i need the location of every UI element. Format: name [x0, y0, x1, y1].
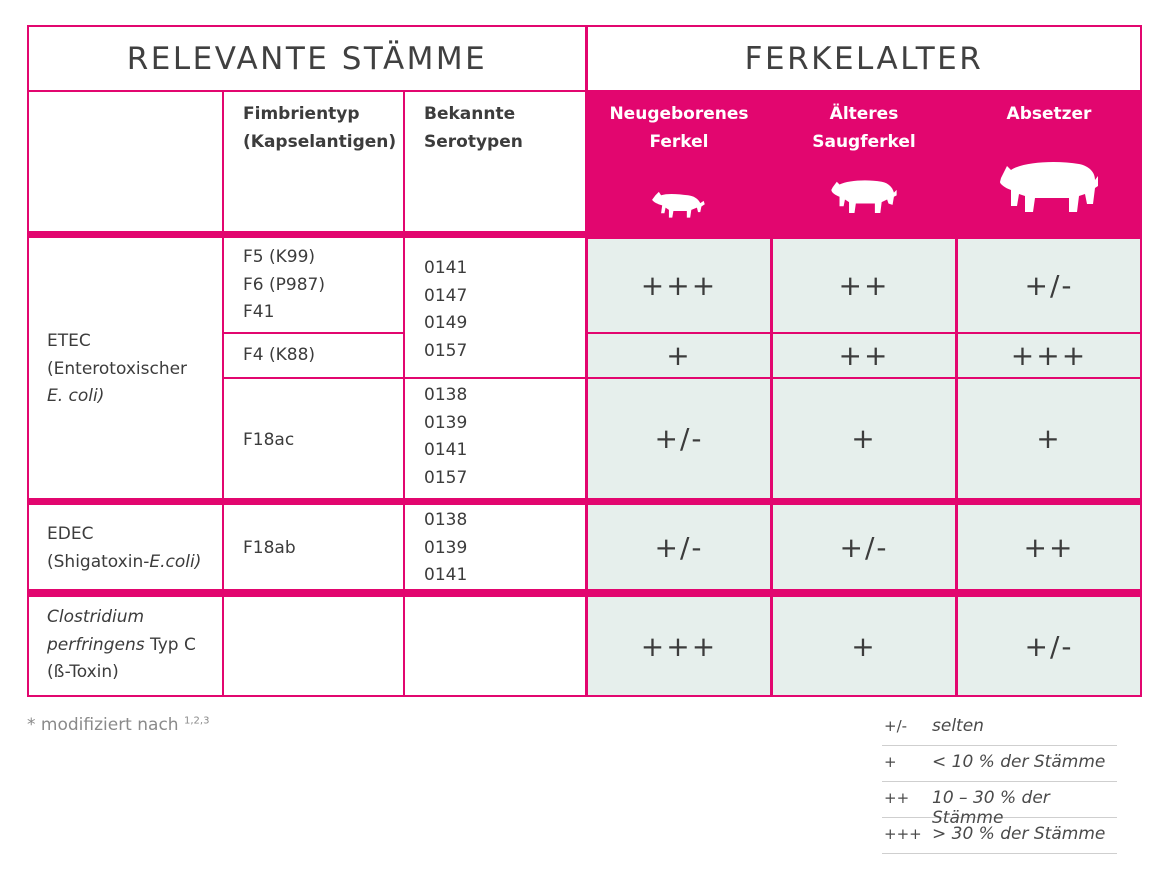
footnote-text: * modifiziert nach — [27, 715, 179, 735]
strain-etec — [47, 328, 187, 411]
header-fimbrial-type-l2: (Kapselantigen) — [243, 132, 397, 152]
legend-key: +++ — [884, 825, 922, 843]
legend-row — [882, 709, 1117, 746]
age-header-newborn-l1: Neugeborenes — [609, 104, 749, 124]
value-etec-a-weaner: +/- — [1024, 268, 1074, 302]
strain-etec-l3: E. coli) — [47, 386, 105, 406]
legend-row — [882, 817, 1117, 854]
strain-clostridium-l2a: perfringens — [47, 634, 145, 655]
value-edec-suckling: +/- — [839, 530, 889, 564]
value-etec-a-newborn: +++ — [640, 268, 718, 302]
serotype: 0157 — [424, 467, 468, 488]
fimbriae-etec-a — [243, 244, 325, 327]
fimbria-f41: F41 — [243, 302, 275, 322]
age-header-weaner-l1: Absetzer — [1006, 104, 1092, 124]
footnote-references: 1,2,3 — [183, 715, 210, 727]
legend-row — [882, 781, 1117, 828]
header-fimbrial-type — [243, 100, 396, 156]
strain-clostridium-l1: Clostridium — [47, 607, 145, 627]
header-relevant-strains: RELEVANTE STÄMME — [126, 41, 488, 77]
serotype: 0138 — [424, 510, 468, 530]
age-header-suckling-l1: Älteres — [829, 104, 899, 124]
legend-label: 10 – 30 % der Stämme — [932, 788, 1050, 828]
value-etec-c-weaner: + — [1036, 422, 1062, 455]
serotype: 0149 — [424, 313, 468, 333]
value-etec-a-suckling: ++ — [838, 268, 890, 302]
strain-etec-l2: (Enterotoxischer — [47, 358, 188, 379]
value-edec-weaner: ++ — [1023, 530, 1075, 564]
serotype: 0138 — [424, 385, 468, 405]
legend-label: selten — [932, 716, 984, 736]
value-clostridium-weaner: +/- — [1024, 629, 1074, 663]
value-etec-b-newborn: + — [666, 339, 692, 372]
header-serotypes-l2: Serotypen — [424, 132, 523, 152]
serotype: 0147 — [424, 285, 468, 306]
header-serotypes-l1: Bekannte — [424, 104, 516, 124]
suckling-pig-icon — [830, 172, 898, 216]
fimbria-f18ac: F18ac — [243, 430, 295, 450]
serotype: 0141 — [424, 440, 468, 460]
fimbria-f18ab: F18ab — [243, 538, 296, 558]
value-edec-newborn: +/- — [654, 530, 704, 564]
age-header-newborn — [588, 92, 770, 239]
fimbria-f6: F6 (P987) — [243, 274, 325, 295]
age-header-weaner — [958, 92, 1140, 239]
strain-clostridium-l2 — [47, 632, 196, 660]
header-piglet-age: FERKELALTER — [744, 41, 984, 77]
strain-clostridium-l2b: Typ C — [144, 634, 196, 655]
legend-key: + — [884, 753, 897, 771]
weaner-pig-icon — [999, 154, 1099, 214]
strain-edec — [47, 521, 201, 576]
header-fimbrial-type-l1: Fimbrientyp — [243, 104, 360, 124]
serotype: 0157 — [424, 340, 468, 361]
serotype: 0141 — [424, 258, 468, 278]
legend-label: < 10 % der Stämme — [932, 752, 1106, 772]
strain-edec-l1: EDEC — [47, 524, 94, 544]
value-clostridium-suckling: + — [851, 629, 877, 663]
age-header-suckling — [773, 92, 955, 239]
serotypes-etec-c — [424, 382, 467, 492]
serotype: 0139 — [424, 537, 468, 558]
strain-edec-l2 — [47, 549, 201, 577]
strain-edec-l2b: E.coli) — [149, 551, 202, 572]
legend-row — [882, 745, 1117, 782]
value-etec-b-suckling: ++ — [838, 339, 890, 372]
legend-key: ++ — [884, 789, 910, 807]
strain-clostridium-l3: (ß-Toxin) — [47, 662, 119, 682]
serotypes-edec — [424, 507, 467, 590]
age-header-suckling-l2: Saugferkel — [812, 132, 916, 152]
fimbria-f4: F4 (K88) — [243, 345, 316, 365]
strain-clostridium — [47, 604, 196, 687]
value-clostridium-newborn: +++ — [640, 629, 718, 663]
strain-etec-l1: ETEC — [47, 331, 91, 351]
footnote — [27, 715, 209, 735]
age-header-newborn-l2: Ferkel — [649, 132, 709, 152]
value-etec-b-weaner: +++ — [1010, 339, 1088, 372]
strain-edec-l2a: (Shigatoxin- — [47, 551, 150, 572]
legend-label: > 30 % der Stämme — [932, 824, 1106, 844]
serotype: 0139 — [424, 412, 468, 433]
value-etec-c-suckling: + — [851, 422, 877, 455]
header-serotypes — [424, 100, 523, 156]
serotypes-etec-ab — [424, 255, 467, 365]
legend-key: +/- — [884, 717, 908, 735]
value-etec-c-newborn: +/- — [654, 422, 704, 455]
piglet-icon — [651, 184, 707, 220]
serotype: 0141 — [424, 565, 468, 585]
fimbria-f5: F5 (K99) — [243, 247, 316, 267]
